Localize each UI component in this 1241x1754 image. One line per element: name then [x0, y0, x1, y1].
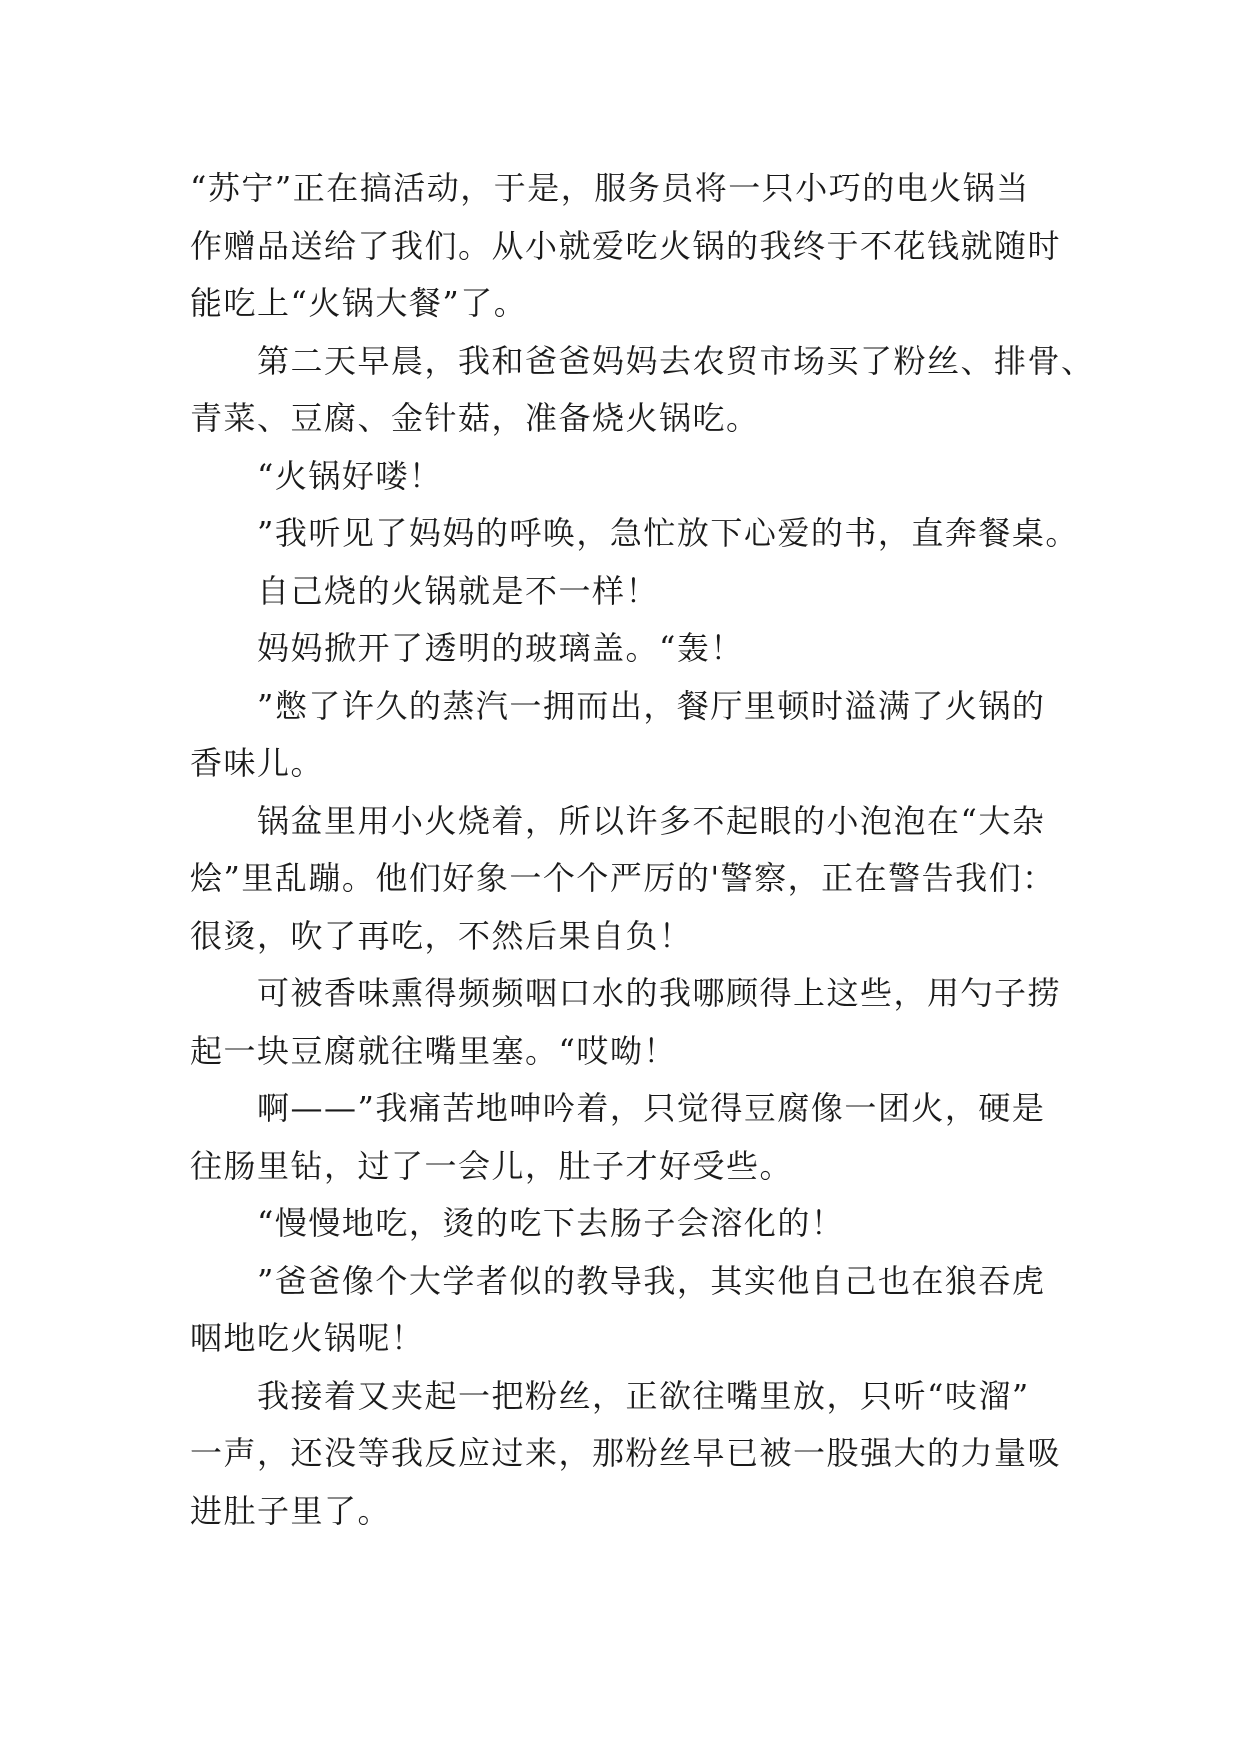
text-line-12: 锅盆里用小火烧着，所以许多不起眼的小泡泡在“大杂 [257, 801, 1046, 840]
text-line-7: ”我听见了妈妈的呼唤，急忙放下心爱的书，直奔餐桌。 [257, 514, 1079, 552]
text-line-1: “苏宁”正在搞活动，于是，服务员将一只小巧的电火锅当 [190, 169, 1030, 207]
text-line-11: 香味儿。 [190, 744, 325, 782]
document-body [190, 160, 1095, 1540]
text-line-16: 起一块豆腐就往嘴里塞。“哎呦！ [190, 1031, 677, 1070]
text-line-2: 作赠品送给了我们。从小就爱吃火锅的我终于不花钱就随时 [190, 226, 1062, 265]
text-line-9: 妈妈掀开了透明的玻璃盖。“轰！ [257, 629, 744, 667]
text-line-3: 能吃上“火锅大餐”了。 [190, 284, 528, 322]
text-line-24: 进肚子里了。 [190, 1491, 392, 1530]
text-line-22: 我接着又夹起一把粉丝，正欲往嘴里放，只听“吱溜” [257, 1376, 1030, 1415]
text-line-17: 啊——”我痛苦地呻吟着，只觉得豆腐像一团火，硬是 [257, 1089, 1046, 1127]
text-line-13: 烩”里乱蹦。他们好象一个个严厉的'警察，正在警告我们： [190, 859, 1056, 897]
text-line-10: ”憋了许久的蒸汽一拥而出，餐厅里顿时溢满了火锅的 [257, 686, 1046, 725]
text-line-4: 第二天早晨，我和爸爸妈妈去农贸市场买了粉丝、排骨、 [257, 341, 1095, 380]
text-line-21: 咽地吃火锅呢！ [190, 1319, 425, 1357]
text-line-23: 一声，还没等我反应过来，那粉丝早已被一股强大的力量吸 [190, 1434, 1062, 1472]
text-line-5: 青菜、豆腐、金针菇，准备烧火锅吃。 [190, 399, 760, 437]
text-line-6: “火锅好喽！ [257, 456, 443, 495]
text-line-18: 往肠里钻，过了一会儿，肚子才好受些。 [190, 1146, 794, 1185]
text-line-15: 可被香味熏得频频咽口水的我哪顾得上这些，用勺子捞 [257, 974, 1062, 1012]
text-line-20: ”爸爸像个大学者似的教导我，其实他自己也在狼吞虎 [257, 1261, 1046, 1300]
text-line-19: “慢慢地吃，烫的吃下去肠子会溶化的！ [257, 1204, 845, 1242]
text-line-14: 很烫，吹了再吃，不然后果自负！ [190, 916, 693, 955]
text-line-8: 自己烧的火锅就是不一样！ [257, 571, 660, 610]
